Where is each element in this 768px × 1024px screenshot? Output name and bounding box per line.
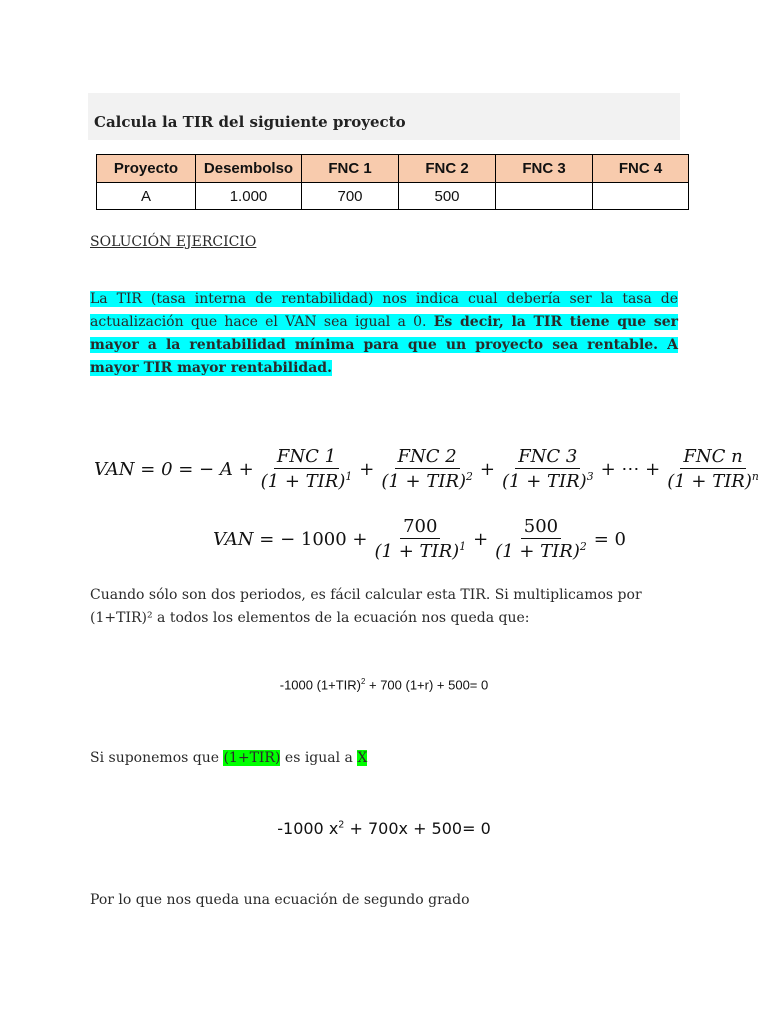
fraction-numerator: FNC 2 (395, 446, 460, 469)
fraction-term (664, 446, 762, 492)
highlight-x: X (357, 750, 368, 766)
fraction-numerator: 700 (400, 516, 440, 539)
table-cell: A (97, 183, 196, 210)
fraction-denominator: (1 + TIR) (667, 471, 752, 492)
column-header: Proyecto (97, 155, 196, 183)
plus-sign: + (479, 458, 495, 480)
intro-paragraph (90, 288, 678, 380)
plus-sign: + (359, 458, 375, 480)
fraction-numerator: FNC 3 (515, 446, 580, 469)
fraction-denominator: (1 + TIR) (381, 471, 467, 492)
paragraph-two-periods: Cuando sólo son dos periodos, es fácil calcular esta TIR. Si multiplicamos por (1+TIR)² a todos los elementos de la ecuación nos queda que: (90, 587, 642, 626)
formula-end: = 0 (593, 528, 627, 550)
ellipsis: + ⋯ + (600, 458, 661, 480)
fraction-exponent: 2 (466, 470, 473, 483)
column-header: FNC 3 (496, 155, 593, 183)
table-cell (496, 183, 593, 210)
page-title: Calcula la TIR del siguiente proyecto (94, 113, 406, 131)
fraction-exponent: 1 (459, 540, 467, 553)
table-row (97, 183, 689, 210)
fraction-exponent: 1 (345, 470, 353, 483)
fraction-numerator: FNC n (680, 446, 745, 469)
substitution-text: Si suponemos que (90, 750, 224, 766)
fraction-denominator: (1 + TIR) (260, 471, 346, 492)
general-van-formula (94, 446, 766, 492)
plus-sign: + (473, 528, 489, 550)
expanded-equation (0, 677, 768, 692)
solution-heading: SOLUCIÓN EJERCICIO (90, 234, 257, 250)
fraction-numerator: FNC 1 (274, 446, 339, 469)
highlight-1-tir: (1+TIR) (223, 750, 281, 766)
fraction-exponent: n (751, 470, 759, 483)
paragraph-conclusion: Por lo que nos queda una ecuación de segundo grado (90, 892, 470, 908)
table-cell: 1.000 (196, 183, 302, 210)
fraction-term (258, 446, 356, 492)
column-header: FNC 2 (399, 155, 496, 183)
fraction-term (372, 516, 470, 562)
table-header-row (97, 155, 689, 183)
equation-exponent: 2 (338, 819, 345, 831)
column-header: FNC 4 (593, 155, 689, 183)
project-table (96, 154, 689, 210)
title-box (88, 93, 680, 140)
equation-part: + 700 (1+r) + 500= 0 (365, 677, 489, 693)
column-header: FNC 1 (302, 155, 399, 183)
fraction-numerator: 500 (521, 516, 561, 539)
column-header: Desembolso (196, 155, 302, 183)
equation-part: + 700x + 500= 0 (344, 819, 491, 838)
table-cell (593, 183, 689, 210)
formula-eq: = 0 = − A + (140, 458, 254, 480)
paragraph-substitution (90, 747, 690, 770)
formula-lhs: VAN (94, 458, 135, 480)
substitution-text: es igual a (280, 750, 358, 766)
equation-part: -1000 x (277, 819, 339, 838)
equation-part: -1000 (1+TIR) (279, 677, 362, 693)
intro-plain-text: La TIR (tasa interna de rentabilidad) nos indica cual debería ser la tasa de actualización que hace el VAN sea igual a 0. (90, 291, 678, 330)
table-cell: 700 (302, 183, 399, 210)
fraction-exponent: 3 (586, 470, 594, 483)
fraction-exponent: 2 (579, 540, 587, 553)
table-cell: 500 (399, 183, 496, 210)
intro-bold-text: Es decir, la TIR tiene que ser mayor a la rentabilidad mínima para que un proyecto sea rentable. A mayor TIR mayor rentabilidad. (90, 314, 678, 376)
quadratic-equation (0, 819, 768, 838)
formula-lhs: VAN (213, 528, 254, 550)
equation-exponent: 2 (361, 677, 366, 686)
specific-van-formula (213, 516, 626, 562)
fraction-denominator: (1 + TIR) (495, 541, 580, 562)
fraction-denominator: (1 + TIR) (502, 471, 587, 492)
fraction-term (499, 446, 597, 492)
formula-eq: = − 1000 + (259, 528, 368, 550)
fraction-denominator: (1 + TIR) (374, 541, 460, 562)
fraction-term (378, 446, 476, 492)
fraction-term (492, 516, 590, 562)
